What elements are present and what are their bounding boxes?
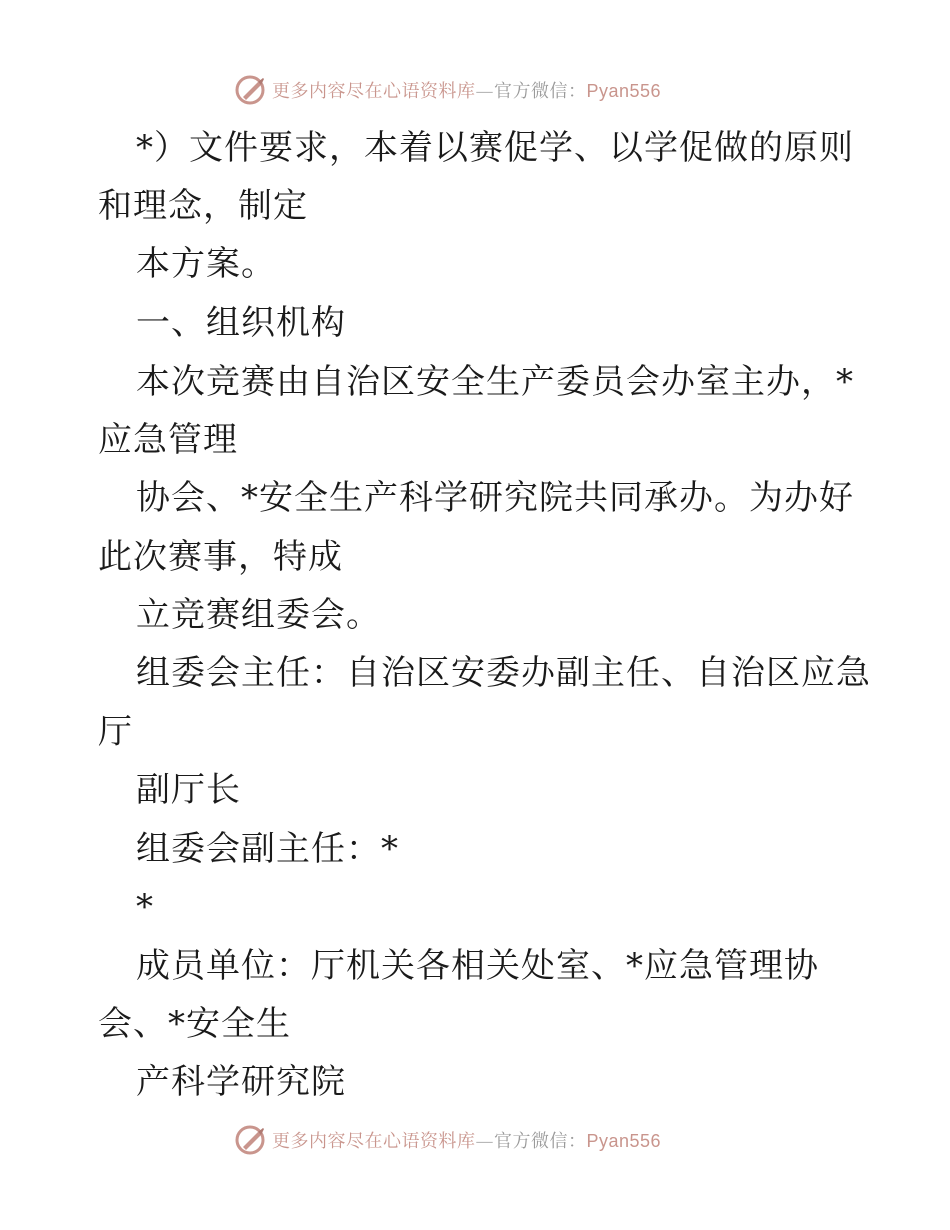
- text-line: 应急管理: [98, 420, 238, 460]
- text-line: *）文件要求，本着以赛促学、以学促做的原则: [136, 128, 854, 168]
- text-line: 本次竞赛由自治区安全生产委员会办室主办，*: [136, 362, 854, 402]
- text-line: 协会、*安全生产科学研究院共同承办。为办好: [136, 478, 854, 518]
- section-heading: 一、组织机构: [136, 303, 346, 343]
- watermark-dash: —: [475, 81, 494, 102]
- watermark-contact: 官方微信：: [494, 1131, 587, 1152]
- pen-logo-icon: [234, 73, 268, 107]
- watermark-contact: 官方微信：: [494, 81, 587, 102]
- text-line: 产科学研究院: [136, 1062, 346, 1102]
- text-line: 此次赛事，特成: [98, 537, 343, 577]
- text-line: 成员单位：厅机关各相关处室、*应急管理协: [136, 946, 819, 986]
- watermark-dash: —: [475, 1131, 494, 1152]
- watermark-banner-bottom: [0, 1120, 950, 1160]
- text-line: 和理念，制定: [98, 186, 308, 226]
- text-line: 会、*安全生: [98, 1004, 291, 1044]
- pen-logo-icon: [234, 1123, 268, 1157]
- text-line: 组委会副主任：*: [136, 829, 399, 869]
- text-line: 厅: [98, 712, 133, 752]
- text-line: *: [136, 887, 154, 927]
- watermark-id: Pyan556: [586, 1131, 662, 1151]
- watermark-banner-top: [0, 70, 950, 110]
- watermark-site: 更多内容尽在心语资料库: [272, 81, 476, 102]
- text-line: 立竞赛组委会。: [136, 595, 381, 635]
- watermark-id: Pyan556: [586, 81, 662, 101]
- text-line: 副厅长: [136, 770, 241, 810]
- text-line: 本方案。: [136, 244, 276, 284]
- text-line: 组委会主任：自治区安委办副主任、自治区应急: [136, 653, 871, 693]
- watermark-site: 更多内容尽在心语资料库: [272, 1131, 476, 1152]
